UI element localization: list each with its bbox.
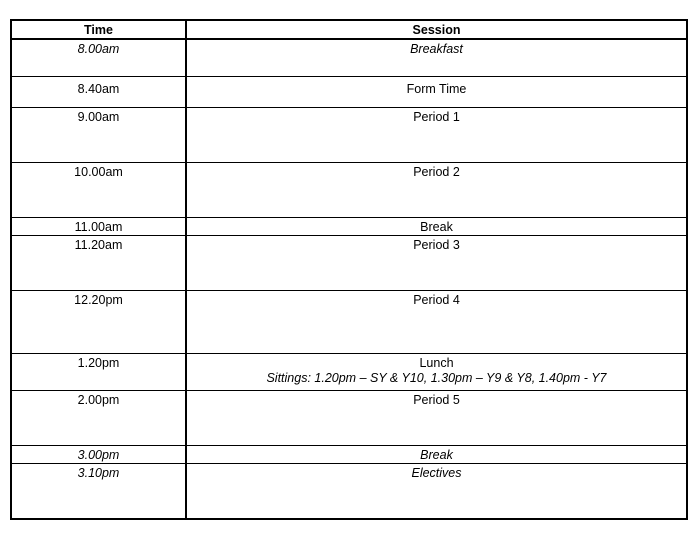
table-row bbox=[11, 235, 687, 290]
table-row bbox=[11, 463, 687, 519]
session-cell: Electives bbox=[186, 463, 687, 519]
time-header: Time bbox=[11, 20, 186, 39]
session-cell bbox=[186, 353, 687, 390]
time-cell: 12.20pm bbox=[11, 290, 186, 353]
table-row bbox=[11, 76, 687, 107]
session-header: Session bbox=[186, 20, 687, 39]
session-cell: Period 3 bbox=[186, 235, 687, 290]
time-cell: 9.00am bbox=[11, 107, 186, 162]
session-label: Lunch bbox=[419, 355, 454, 370]
session-cell: Breakfast bbox=[186, 39, 687, 76]
session-cell: Period 1 bbox=[186, 107, 687, 162]
table-row bbox=[11, 390, 687, 445]
session-cell: Period 2 bbox=[186, 162, 687, 217]
time-cell: 8.00am bbox=[11, 39, 186, 76]
time-cell: 8.40am bbox=[11, 76, 186, 107]
table-row bbox=[11, 107, 687, 162]
session-cell: Period 5 bbox=[186, 390, 687, 445]
header-row bbox=[11, 20, 687, 39]
table-row bbox=[11, 217, 687, 235]
table-row bbox=[11, 39, 687, 76]
session-cell: Period 4 bbox=[186, 290, 687, 353]
time-cell: 11.20am bbox=[11, 235, 186, 290]
session-cell: Break bbox=[186, 445, 687, 463]
time-cell: 10.00am bbox=[11, 162, 186, 217]
table-row bbox=[11, 353, 687, 390]
timetable bbox=[10, 19, 688, 520]
time-cell: 11.00am bbox=[11, 217, 186, 235]
table-row bbox=[11, 290, 687, 353]
time-cell: 1.20pm bbox=[11, 353, 186, 390]
lunch-sittings-note: Sittings: 1.20pm – SY & Y10, 1.30pm – Y9 & Y8, 1.40pm - Y7 bbox=[266, 370, 607, 385]
session-cell: Form Time bbox=[186, 76, 687, 107]
session-cell: Break bbox=[186, 217, 687, 235]
table-row bbox=[11, 162, 687, 217]
table-row bbox=[11, 445, 687, 463]
time-cell: 2.00pm bbox=[11, 390, 186, 445]
time-cell: 3.10pm bbox=[11, 463, 186, 519]
time-cell: 3.00pm bbox=[11, 445, 186, 463]
